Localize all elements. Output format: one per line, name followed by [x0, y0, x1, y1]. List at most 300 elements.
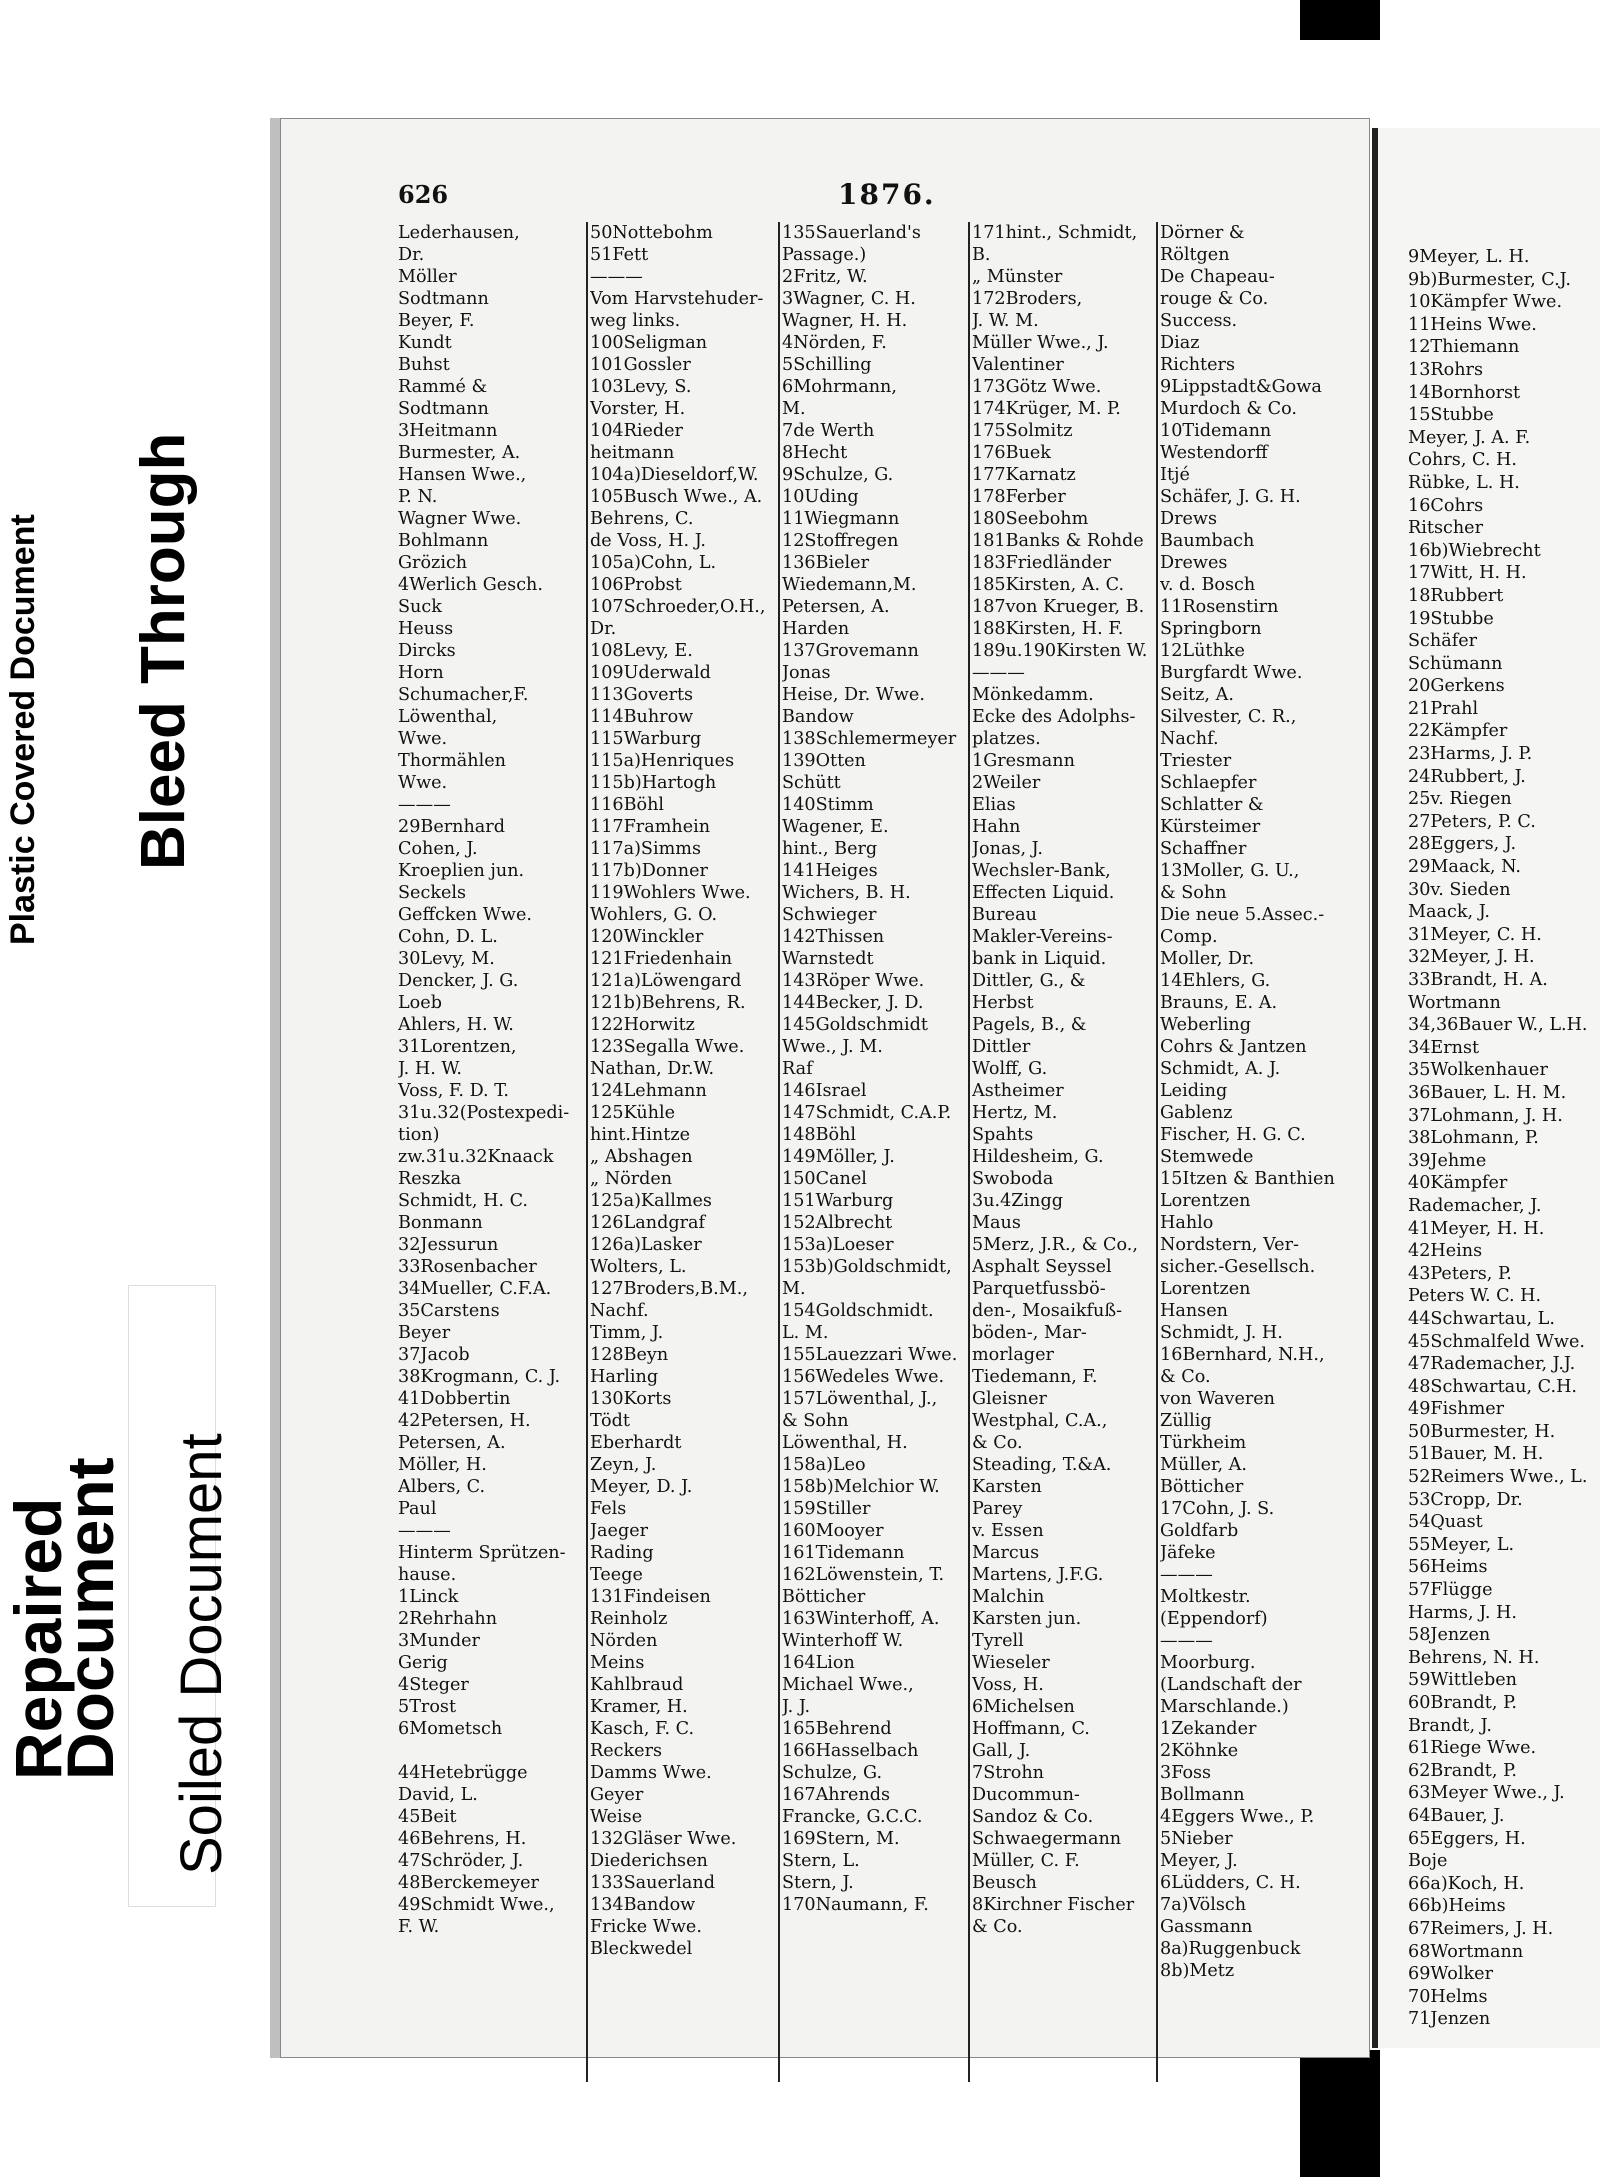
- directory-entry: 7a)Völsch: [1160, 1895, 1247, 1915]
- directory-entry: Wechsler-Bank,: [972, 861, 1111, 881]
- directory-entry: 115b)Hartogh: [590, 773, 717, 793]
- directory-entry: Rübke, L. H.: [1408, 472, 1520, 493]
- directory-entry: 128Beyn: [590, 1345, 669, 1365]
- directory-entry: Parquetfussbö-: [972, 1279, 1106, 1299]
- directory-entry: Möller, H.: [398, 1455, 487, 1475]
- directory-entry: Gall, J.: [972, 1741, 1031, 1761]
- directory-entry: Triester: [1160, 751, 1232, 771]
- directory-entry: Fischer, H. G. C.: [1160, 1125, 1306, 1145]
- directory-entry: Steading, T.&A.: [972, 1455, 1112, 1475]
- directory-entry: 180Seebohm: [972, 509, 1089, 529]
- directory-entry: Leiding: [1160, 1081, 1228, 1101]
- directory-entry: 24Rubbert, J.: [1408, 766, 1526, 787]
- directory-entry: 19Stubbe: [1408, 608, 1494, 629]
- directory-entry: den-, Mosaikfuß-: [972, 1301, 1123, 1321]
- directory-entry: 158a)Leo: [782, 1455, 866, 1475]
- directory-entry: 119Wohlers Wwe.: [590, 883, 751, 903]
- directory-entry: 34,36Bauer W., L.H.: [1408, 1015, 1588, 1036]
- directory-entry: Heuss: [398, 619, 454, 639]
- directory-entry: 71Jenzen: [1408, 2009, 1491, 2030]
- directory-entry: 104a)Dieseldorf,W.: [590, 465, 759, 485]
- directory-entry: Wagener, E.: [782, 817, 889, 837]
- directory-entry: 49Fishmer: [1408, 1399, 1505, 1420]
- directory-entry: Tiedemann, F.: [972, 1367, 1098, 1387]
- directory-entry: 14Ehlers, G.: [1160, 971, 1271, 991]
- directory-entry: tion): [398, 1125, 440, 1145]
- directory-entry: Rademacher, J.: [1408, 1195, 1542, 1216]
- directory-entry: Pagels, B., &: [972, 1015, 1087, 1035]
- directory-entry: Damms Wwe.: [590, 1763, 712, 1783]
- directory-entry: 4Nörden, F.: [782, 333, 887, 353]
- directory-entry: M.: [782, 399, 806, 419]
- directory-entry: ———: [1160, 1565, 1213, 1585]
- directory-entry: 163Winterhoff, A.: [782, 1609, 940, 1629]
- directory-entry: 30v. Sieden: [1408, 879, 1511, 900]
- directory-entry: Beusch: [972, 1873, 1037, 1893]
- directory-entry: Elias: [972, 795, 1016, 815]
- directory-entry: Müller Wwe., J.: [972, 333, 1109, 353]
- directory-entry: L. M.: [782, 1323, 829, 1343]
- directory-entry: Wiedemann,M.: [782, 575, 917, 595]
- directory-entry: 150Canel: [782, 1169, 867, 1189]
- adjacent-page: [1372, 128, 1600, 2048]
- directory-entry: 8b)Metz: [1160, 1961, 1235, 1981]
- directory-entry: Bonmann: [398, 1213, 483, 1233]
- directory-entry: 35Wolkenhauer: [1408, 1060, 1548, 1081]
- directory-entry: 9Schulze, G.: [782, 465, 894, 485]
- directory-entry: 27Peters, P. C.: [1408, 811, 1536, 832]
- directory-entry: 53Cropp, Dr.: [1408, 1489, 1523, 1510]
- directory-entry: Wolff, G.: [972, 1059, 1048, 1079]
- directory-entry: Vom Harvstehuder-: [590, 289, 764, 309]
- directory-entry: 64Bauer, J.: [1408, 1805, 1505, 1826]
- directory-entry: 59Wittleben: [1408, 1670, 1517, 1691]
- directory-entry: Wagner Wwe.: [398, 509, 522, 529]
- directory-entry: Hinterm Sprützen-: [398, 1543, 566, 1563]
- directory-entry: v. d. Bosch: [1160, 575, 1256, 595]
- directory-entry: 142Thissen: [782, 927, 885, 947]
- directory-entry: Weberling: [1160, 1015, 1251, 1035]
- directory-entry: Hoffmann, C.: [972, 1719, 1090, 1739]
- directory-entry: Karsten jun.: [972, 1609, 1082, 1629]
- directory-entry: 143Röper Wwe.: [782, 971, 925, 991]
- directory-entry: Lorentzen: [1160, 1191, 1251, 1211]
- directory-entry: Grözich: [398, 553, 468, 573]
- directory-entry: 10Tidemann: [1160, 421, 1272, 441]
- directory-entry: 18Rubbert: [1408, 585, 1504, 606]
- directory-entry: 178Ferber: [972, 487, 1066, 507]
- directory-entry: 61Riege Wwe.: [1408, 1738, 1537, 1759]
- directory-entry: 63Meyer Wwe., J.: [1408, 1783, 1565, 1804]
- directory-entry: Zeyn, J.: [590, 1455, 657, 1475]
- directory-entry: Bollmann: [1160, 1785, 1245, 1805]
- directory-entry: Schäfer: [1408, 631, 1478, 652]
- directory-entry: 101Gossler: [590, 355, 691, 375]
- directory-entry: Möller: [398, 267, 457, 287]
- directory-entry: Bleckwedel: [590, 1939, 693, 1959]
- directory-entry: Ecke des Adolphs-: [972, 707, 1136, 727]
- directory-entry: 138Schlemermeyer: [782, 729, 957, 749]
- directory-entry: 33Rosenbacher: [398, 1257, 537, 1277]
- directory-entry: Spahts: [972, 1125, 1034, 1145]
- directory-entry: 40Kämpfer: [1408, 1173, 1508, 1194]
- directory-entry: Marschlande.): [1160, 1697, 1289, 1717]
- directory-entry: 12Thiemann: [1408, 337, 1520, 358]
- directory-entry: 4Steger: [398, 1675, 469, 1695]
- directory-entry: Geyer: [590, 1785, 644, 1805]
- directory-entry: 107Schroeder,O.H.,: [590, 597, 766, 617]
- directory-entry: Parey: [972, 1499, 1023, 1519]
- directory-entry: Nordstern, Ver-: [1160, 1235, 1299, 1255]
- directory-entry: 37Lohmann, J. H.: [1408, 1105, 1563, 1126]
- directory-entry: böden-, Mar-: [972, 1323, 1087, 1343]
- directory-entry: Beyer, F.: [398, 311, 475, 331]
- directory-entry: Moorburg.: [1160, 1653, 1256, 1673]
- directory-entry: von Waveren: [1160, 1389, 1276, 1409]
- directory-entry: Petersen, A.: [398, 1433, 506, 1453]
- directory-entry: Harling: [590, 1367, 659, 1387]
- directory-entry: Müller, C. F.: [972, 1851, 1080, 1871]
- directory-entry: ———: [590, 267, 643, 287]
- directory-entry: 25v. Riegen: [1408, 789, 1512, 810]
- directory-entry: 51Fett: [590, 245, 649, 265]
- directory-entry: Sodtmann: [398, 399, 489, 419]
- label-bleed-through: Bleed Through: [129, 432, 198, 870]
- directory-entry: 2Weiler: [972, 773, 1041, 793]
- directory-entry: 37Jacob: [398, 1345, 470, 1365]
- directory-entry: Michael Wwe.,: [782, 1675, 914, 1695]
- directory-entry: 162Löwenstein, T.: [782, 1565, 945, 1585]
- directory-entry: 29Maack, N.: [1408, 857, 1521, 878]
- page-number: 626: [398, 180, 449, 209]
- directory-entry: Burgfardt Wwe.: [1160, 663, 1303, 683]
- directory-entry: 124Lehmann: [590, 1081, 707, 1101]
- directory-entry: v. Essen: [972, 1521, 1044, 1541]
- column-2: [590, 222, 780, 1960]
- directory-entry: 167Ahrends: [782, 1785, 891, 1805]
- directory-entry: Petersen, A.: [782, 597, 890, 617]
- directory-entry: 8Kirchner Fischer: [972, 1895, 1135, 1915]
- directory-entry: Behrens, N. H.: [1408, 1647, 1540, 1668]
- column-1: [398, 222, 584, 1938]
- directory-entry: 176Buek: [972, 443, 1051, 463]
- directory-entry: Wieseler: [972, 1653, 1050, 1673]
- directory-entry: Success.: [1160, 311, 1238, 331]
- directory-entry: 175Solmitz: [972, 421, 1073, 441]
- directory-entry: 7de Werth: [782, 421, 875, 441]
- page-header: [398, 180, 1348, 210]
- directory-entry: Müller, A.: [1160, 1455, 1247, 1475]
- directory-entry: 49Schmidt Wwe.,: [398, 1895, 555, 1915]
- directory-entry: 147Schmidt, C.A.P.: [782, 1103, 952, 1123]
- directory-entry: 141Heiges: [782, 861, 878, 881]
- directory-entry: 140Stimm: [782, 795, 874, 815]
- scan-border-top: [1300, 0, 1380, 40]
- directory-entry: 56Heims: [1408, 1557, 1488, 1578]
- directory-entry: Hertz, M.: [972, 1103, 1058, 1123]
- directory-entry: Heise, Dr. Wwe.: [782, 685, 925, 705]
- directory-entry: Stern, J.: [782, 1873, 854, 1893]
- directory-entry: Passage.): [782, 245, 867, 265]
- directory-entry: ———: [398, 1521, 451, 1541]
- directory-entry: 6Mometsch: [398, 1719, 503, 1739]
- directory-entry: 8Hecht: [782, 443, 848, 463]
- directory-entry: 161Tidemann: [782, 1543, 905, 1563]
- directory-entry: 187von Krueger, B.: [972, 597, 1145, 617]
- directory-entry: 137Grovemann: [782, 641, 919, 661]
- directory-entry: 3Munder: [398, 1631, 480, 1651]
- directory-entry: sicher.-Gesellsch.: [1160, 1257, 1316, 1277]
- directory-entry: Goldfarb: [1160, 1521, 1239, 1541]
- directory-entry: Westendorff: [1160, 443, 1268, 463]
- directory-entry: [398, 1740, 584, 1762]
- directory-entry: Cohn, D. L.: [398, 927, 498, 947]
- directory-entry: Meyer, D. J.: [590, 1477, 693, 1497]
- column-rule: [1156, 222, 1158, 2082]
- directory-entry: 21Prahl: [1408, 698, 1479, 719]
- directory-entry: Richters: [1160, 355, 1235, 375]
- directory-entry: Murdoch & Co.: [1160, 399, 1297, 419]
- column-rule: [968, 222, 970, 2082]
- directory-entry: 11Rosenstirn: [1160, 597, 1279, 617]
- directory-entry: Drews: [1160, 509, 1218, 529]
- directory-entry: 17Witt, H. H.: [1408, 563, 1527, 584]
- directory-entry: Fricke Wwe.: [590, 1917, 702, 1937]
- directory-entry: 139Otten: [782, 751, 866, 771]
- directory-entry: Gleisner: [972, 1389, 1047, 1409]
- directory-entry: 41Meyer, H. H.: [1408, 1218, 1545, 1239]
- directory-entry: Springborn: [1160, 619, 1262, 639]
- directory-entry: 121b)Behrens, R.: [590, 993, 746, 1013]
- directory-entry: Nathan, Dr.W.: [590, 1059, 715, 1079]
- directory-entry: Kramer, H.: [590, 1697, 688, 1717]
- directory-entry: 169Stern, M.: [782, 1829, 900, 1849]
- directory-entry: Nachf.: [590, 1301, 649, 1321]
- directory-entry: Geffcken Wwe.: [398, 905, 532, 925]
- directory-entry: Harden: [782, 619, 850, 639]
- directory-entry: Reinholz: [590, 1609, 668, 1629]
- directory-entry: 117Framhein: [590, 817, 711, 837]
- directory-entry: 9b)Burmester, C.J.: [1408, 269, 1571, 290]
- directory-entry: 116Böhl: [590, 795, 665, 815]
- directory-entry: Bötticher: [782, 1587, 866, 1607]
- directory-entry: Reszka: [398, 1169, 462, 1189]
- directory-entry: Ritscher: [1408, 518, 1483, 539]
- directory-entry: 3u.4Zingg: [972, 1191, 1064, 1211]
- directory-entry: Löwenthal, H.: [782, 1433, 908, 1453]
- directory-entry: 1Zekander: [1160, 1719, 1257, 1739]
- directory-entry: B.: [972, 245, 991, 265]
- directory-entry: & Co.: [972, 1433, 1023, 1453]
- directory-entry: 157Löwenthal, J.,: [782, 1389, 938, 1409]
- directory-entry: 109Uderwald: [590, 663, 711, 683]
- directory-entry: 69Wolker: [1408, 1964, 1493, 1985]
- directory-entry: Marcus: [972, 1543, 1040, 1563]
- directory-entry: Hansen Wwe.,: [398, 465, 527, 485]
- directory-entry: Wwe., J. M.: [782, 1037, 883, 1057]
- directory-entry: 13Rohrs: [1408, 359, 1483, 380]
- directory-entry: Züllig: [1160, 1411, 1212, 1431]
- directory-entry: De Chapeau-: [1160, 267, 1275, 287]
- directory-entry: Türkheim: [1160, 1433, 1247, 1453]
- directory-entry: heitmann: [590, 443, 675, 463]
- directory-entry: 1Linck: [398, 1587, 459, 1607]
- directory-entry: Dircks: [398, 641, 456, 661]
- directory-entry: Comp.: [1160, 927, 1218, 947]
- directory-entry: 156Wedeles Wwe.: [782, 1367, 945, 1387]
- directory-entry: Hildesheim, G.: [972, 1147, 1104, 1167]
- directory-entry: Löwenthal,: [398, 707, 498, 727]
- column-adjacent: [1408, 246, 1600, 2031]
- directory-entry: Schmidt, A. J.: [1160, 1059, 1281, 1079]
- directory-entry: 35Carstens: [398, 1301, 500, 1321]
- directory-entry: Swoboda: [972, 1169, 1054, 1189]
- directory-entry: 127Broders,B.M.,: [590, 1279, 748, 1299]
- directory-entry: 188Kirsten, H. F.: [972, 619, 1124, 639]
- directory-entry: 12Lüthke: [1160, 641, 1245, 661]
- directory-entry: 126a)Lasker: [590, 1235, 702, 1255]
- directory-entry: 51Bauer, M. H.: [1408, 1444, 1544, 1465]
- directory-entry: 117b)Donner: [590, 861, 708, 881]
- directory-entry: Eberhardt: [590, 1433, 682, 1453]
- directory-entry: Hansen: [1160, 1301, 1228, 1321]
- directory-entry: 105a)Cohn, L.: [590, 553, 717, 573]
- directory-entry: 114Buhrow: [590, 707, 694, 727]
- label-repaired-document: Document: [53, 1457, 127, 1780]
- directory-entry: Westphal, C.A.,: [972, 1411, 1108, 1431]
- directory-entry: 28Eggers, J.: [1408, 834, 1517, 855]
- directory-entry: 39Jehme: [1408, 1150, 1487, 1171]
- directory-entry: Peters W. C. H.: [1408, 1286, 1542, 1307]
- directory-entry: 14Bornhorst: [1408, 382, 1521, 403]
- directory-entry: 154Goldschmidt.: [782, 1301, 934, 1321]
- directory-entry: Itjé: [1160, 465, 1190, 485]
- directory-entry: 174Krüger, M. P.: [972, 399, 1121, 419]
- directory-entry: Cohrs & Jantzen: [1160, 1037, 1307, 1057]
- directory-entry: Harms, J. H.: [1408, 1602, 1517, 1623]
- directory-entry: 4Eggers Wwe., P.: [1160, 1807, 1315, 1827]
- directory-entry: Gablenz: [1160, 1103, 1233, 1123]
- directory-entry: 151Warburg: [782, 1191, 894, 1211]
- directory-entry: Dittler: [972, 1037, 1031, 1057]
- directory-entry: 67Reimers, J. H.: [1408, 1918, 1554, 1939]
- directory-entry: 153b)Goldschmidt,: [782, 1257, 952, 1277]
- directory-entry: 1Gresmann: [972, 751, 1075, 771]
- directory-entry: 70Helms: [1408, 1986, 1488, 2007]
- directory-entry: 130Korts: [590, 1389, 672, 1409]
- directory-entry: 6Lüdders, C. H.: [1160, 1873, 1301, 1893]
- directory-entry: Bureau: [972, 905, 1037, 925]
- directory-entry: Schlatter &: [1160, 795, 1264, 815]
- directory-entry: 5Merz, J.R., & Co.,: [972, 1235, 1138, 1255]
- directory-entry: Sodtmann: [398, 289, 489, 309]
- directory-entry: hint., Berg: [782, 839, 878, 859]
- directory-entry: 48Schwartau, C.H.: [1408, 1376, 1578, 1397]
- directory-entry: Schulze, G.: [782, 1763, 883, 1783]
- directory-entry: 131Findeisen: [590, 1587, 711, 1607]
- directory-entry: 158b)Melchior W.: [782, 1477, 940, 1497]
- directory-entry: Gerig: [398, 1653, 448, 1673]
- directory-entry: 52Reimers Wwe., L.: [1408, 1467, 1588, 1488]
- directory-entry: & Co.: [972, 1917, 1023, 1937]
- directory-entry: 181Banks & Rohde: [972, 531, 1144, 551]
- directory-entry: 100Seligman: [590, 333, 708, 353]
- directory-entry: 15Itzen & Banthien: [1160, 1169, 1335, 1189]
- directory-entry: Die neue 5.Assec.-: [1160, 905, 1325, 925]
- directory-entry: Bandow: [782, 707, 854, 727]
- directory-entry: Jäfeke: [1160, 1543, 1216, 1563]
- directory-entry: ———: [972, 663, 1025, 683]
- directory-entry: Wortmann: [1408, 992, 1501, 1013]
- directory-entry: 149Möller, J.: [782, 1147, 895, 1167]
- directory-entry: 117a)Simms: [590, 839, 702, 859]
- directory-entry: 164Lion: [782, 1653, 855, 1673]
- directory-entry: Paul: [398, 1499, 437, 1519]
- directory-entry: Herbst: [972, 993, 1034, 1013]
- directory-entry: Wichers, B. H.: [782, 883, 911, 903]
- directory-entry: 36Bauer, L. H. M.: [1408, 1082, 1567, 1103]
- directory-entry: (Eppendorf): [1160, 1609, 1268, 1629]
- directory-entry: Raf: [782, 1059, 813, 1079]
- directory-entry: Schmidt, J. H.: [1160, 1323, 1283, 1343]
- directory-entry: Schwieger: [782, 905, 877, 925]
- directory-entry: Dr.: [590, 619, 617, 639]
- directory-entry: 29Bernhard: [398, 817, 505, 837]
- directory-entry: Dittler, G., &: [972, 971, 1086, 991]
- directory-entry: 43Peters, P.: [1408, 1263, 1512, 1284]
- column-rule: [586, 222, 588, 2082]
- directory-entry: hause.: [398, 1565, 457, 1585]
- directory-entry: 50Nottebohm: [590, 223, 713, 243]
- directory-entry: 183Friedländer: [972, 553, 1112, 573]
- directory-entry: 153a)Loeser: [782, 1235, 894, 1255]
- directory-entry: Timm, J.: [590, 1323, 664, 1343]
- directory-entry: 47Rademacher, J.J.: [1408, 1354, 1576, 1375]
- directory-entry: Schäfer, J. G. H.: [1160, 487, 1301, 507]
- directory-entry: 7Strohn: [972, 1763, 1044, 1783]
- directory-entry: Bötticher: [1160, 1477, 1244, 1497]
- directory-entry: 115a)Henriques: [590, 751, 735, 771]
- directory-entry: 173Götz Wwe.: [972, 377, 1102, 397]
- directory-entry: Meyer, J.: [1160, 1851, 1238, 1871]
- directory-entry: Schumacher,F.: [398, 685, 529, 705]
- directory-entry: Schlaepfer: [1160, 773, 1257, 793]
- directory-entry: 172Broders,: [972, 289, 1083, 309]
- directory-entry: 6Michelsen: [972, 1697, 1075, 1717]
- directory-entry: 155Lauezzari Wwe.: [782, 1345, 958, 1365]
- directory-entry: 66a)Koch, H.: [1408, 1873, 1525, 1894]
- directory-entry: 31u.32(Postexpedi-: [398, 1103, 570, 1123]
- directory-entry: J. J.: [782, 1697, 811, 1717]
- directory-entry: 47Schröder, J.: [398, 1851, 524, 1871]
- directory-entry: Seckels: [398, 883, 467, 903]
- directory-entry: 23Harms, J. P.: [1408, 744, 1533, 765]
- directory-entry: Diaz: [1160, 333, 1200, 353]
- directory-entry: 42Petersen, H.: [398, 1411, 531, 1431]
- directory-entry: zw.31u.32Knaack: [398, 1147, 554, 1167]
- directory-entry: Schümann: [1408, 653, 1503, 674]
- directory-entry: Sandoz & Co.: [972, 1807, 1094, 1827]
- directory-entry: Boje: [1408, 1851, 1448, 1872]
- directory-page: [270, 118, 1370, 2058]
- directory-entry: Lorentzen: [1160, 1279, 1251, 1299]
- directory-entry: 30Levy, M.: [398, 949, 495, 969]
- directory-entry: 165Behrend: [782, 1719, 892, 1739]
- directory-entry: Valentiner: [972, 355, 1064, 375]
- directory-entry: 146Israel: [782, 1081, 867, 1101]
- directory-entry: 189u.190Kirsten W.: [972, 641, 1148, 661]
- directory-entry: 134Bandow: [590, 1895, 696, 1915]
